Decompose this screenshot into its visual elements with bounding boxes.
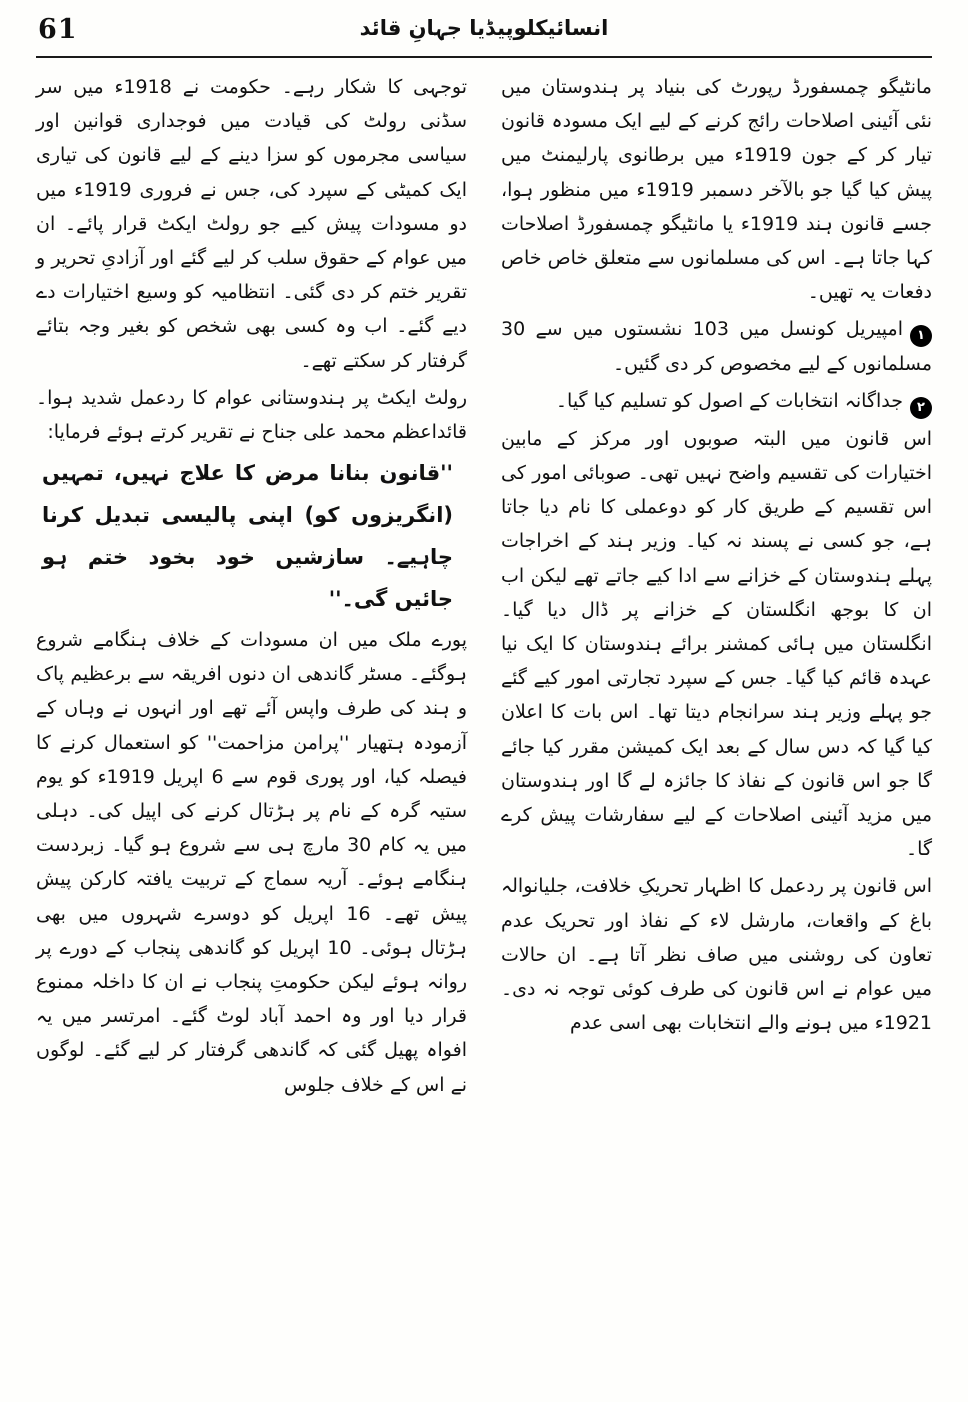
list-item (501, 312, 932, 381)
page-number: 61 (38, 14, 78, 45)
paragraph: پورے ملک میں ان مسودات کے خلاف ہنگامے شروع ہوگئے۔ مسٹر گاندھی ان دنوں افریقہ سے برعظیم پاک و ہند کی طرف واپس آئے تھے اور انہوں نے وہاں کے آزمودہ ہتھیار ''پرامن مزاحمت'' کو استعمال کرنے کا فیصلہ کیا، اور پوری قوم سے 6 اپریل 1919ء کو یوم ستیہ گرہ کے نام پر ہڑتال کرنے کی اپیل کی۔ دہلی میں یہ کام 30 مارچ ہی سے شروع ہو گیا۔ زبردست ہنگامے ہوئے۔ آریہ سماج کے تربیت یافتہ کارکن پیش پیش تھے۔ 16 اپریل کو دوسرے شہروں میں بھی ہڑتال ہوئی۔ 10 اپریل کو گاندھی پنجاب کے دورے پر روانہ ہوئے لیکن حکومتِ پنجاب نے ان کا داخلہ ممنوع قرار دیا اور وہ احمد آباد لوٹ گئے۔ امرتسر میں یہ افواہ پھیل گئی کہ گاندھی گرفتار کر لیے گئے۔ لوگوں نے اس کے خلاف جلوس (36, 629, 467, 1096)
list-item (501, 384, 932, 419)
paragraph: اس قانون میں البتہ صوبوں اور مرکز کے مابین اختیارات کی تقسیم واضح نہیں تھی۔ صوبائی امور کی اس تقسیم کے طریق کار کو دوعملی کا نام دیا جاتا ہے، جو کسی نے پسند نہ کیا۔ وزیر ہند کے اخراجات پہلے ہندوستان کے خزانے سے ادا کیے جاتے تھے لیکن اب ان کا بوجھ انگلستان کے خزانے پر ڈال دیا گیا۔ انگلستان میں ہائی کمشنر برائے ہندوستان کا ایک نیا عہدہ قائم کیا گیا۔ جس کے سپرد تجارتی امور کیے گئے جو پہلے وزیر ہند سرانجام دیتا تھا۔ اس بات کا اعلان کیا گیا کہ دس سال کے بعد ایک کمیشن مقرر کیا جائے گا جو اس قانون کے نفاذ کا جائزہ لے گا اور ہندوستان میں مزید آئینی اصلاحات کے لیے سفارشات پیش کرے گا۔ (501, 427, 932, 861)
list-item-text: جداگانہ انتخابات کے اصول کو تسلیم کیا گیا۔ (555, 390, 903, 413)
paragraph: توجہی کا شکار رہے۔ حکومت نے 1918ء میں سر سڈنی رولٹ کی قیادت میں فوجداری قوانین اور سیاسی مجرموں کو سزا دینے کے لیے قانون کی تیاری ایک کمیٹی کے سپرد کی، جس نے فروری 1919ء میں دو مسودات پیش کیے جو رولٹ ایکٹ قرار پائے۔ ان میں عوام کے حقوق سلب کر لیے گئے اور آزادیِ تحریر و تقریر ختم کر دی گئی۔ انتظامیہ کو وسیع اختیارات دے دیے گئے۔ اب وہ کسی بھی شخص کو بغیر وجہ بتائے گرفتار کر سکتے تھے۔ (36, 76, 467, 372)
paragraph: رولٹ ایکٹ پر ہندوستانی عوام کا ردعمل شدید ہوا۔ قائداعظم محمد علی جناح نے تقریر کرتے ہوئے فرمایا: (36, 386, 467, 443)
page-header (36, 10, 932, 54)
book-title: انسائیکلوپیڈیا جہانِ قائد (359, 16, 609, 40)
column-right (501, 70, 932, 1105)
bullet-number-icon: ۱ (910, 325, 932, 347)
text-columns (36, 58, 932, 1105)
quotation: ''قانون بنانا مرض کا علاج نہیں، تمہیں (انگریزوں کو) اپنی پالیسی تبدیل کرنا چاہیے۔ سازشیں خود بخود ختم ہو جائیں گی۔'' (42, 461, 453, 612)
paragraph: اس قانون پر ردعمل کا اظہار تحریکِ خلافت، جلیانوالہ باغ کے واقعات، مارشل لاء کے نفاذ اور تحریک عدم تعاون کی روشنی میں صاف نظر آتا ہے۔ ان حالات میں عوام نے اس قانون کی طرف کوئی توجہ نہ دی۔ 1921ء میں ہونے والے انتخابات بھی اسی عدم (501, 875, 932, 1035)
paragraph: مانٹیگو چمسفورڈ رپورٹ کی بنیاد پر ہندوستان میں نئی آئینی اصلاحات رائج کرنے کے لیے ایک مسودہ قانون تیار کر کے جون 1919ء میں برطانوی پارلیمنٹ میں پیش کیا گیا جو بالآخر دسمبر 1919ء میں منظور ہوا، جسے قانون ہند 1919ء یا مانٹیگو چمسفورڈ اصلاحات کہا جاتا ہے۔ اس کی مسلمانوں سے متعلق خاص خاص دفعات یہ تھیں۔ (501, 76, 933, 304)
bullet-number-icon: ۲ (910, 397, 932, 419)
column-left (36, 70, 467, 1105)
list-item-text: امپیریل کونسل میں 103 نشستوں میں سے 30 مسلمانوں کے لیے مخصوص کر دی گئیں۔ (501, 318, 932, 375)
